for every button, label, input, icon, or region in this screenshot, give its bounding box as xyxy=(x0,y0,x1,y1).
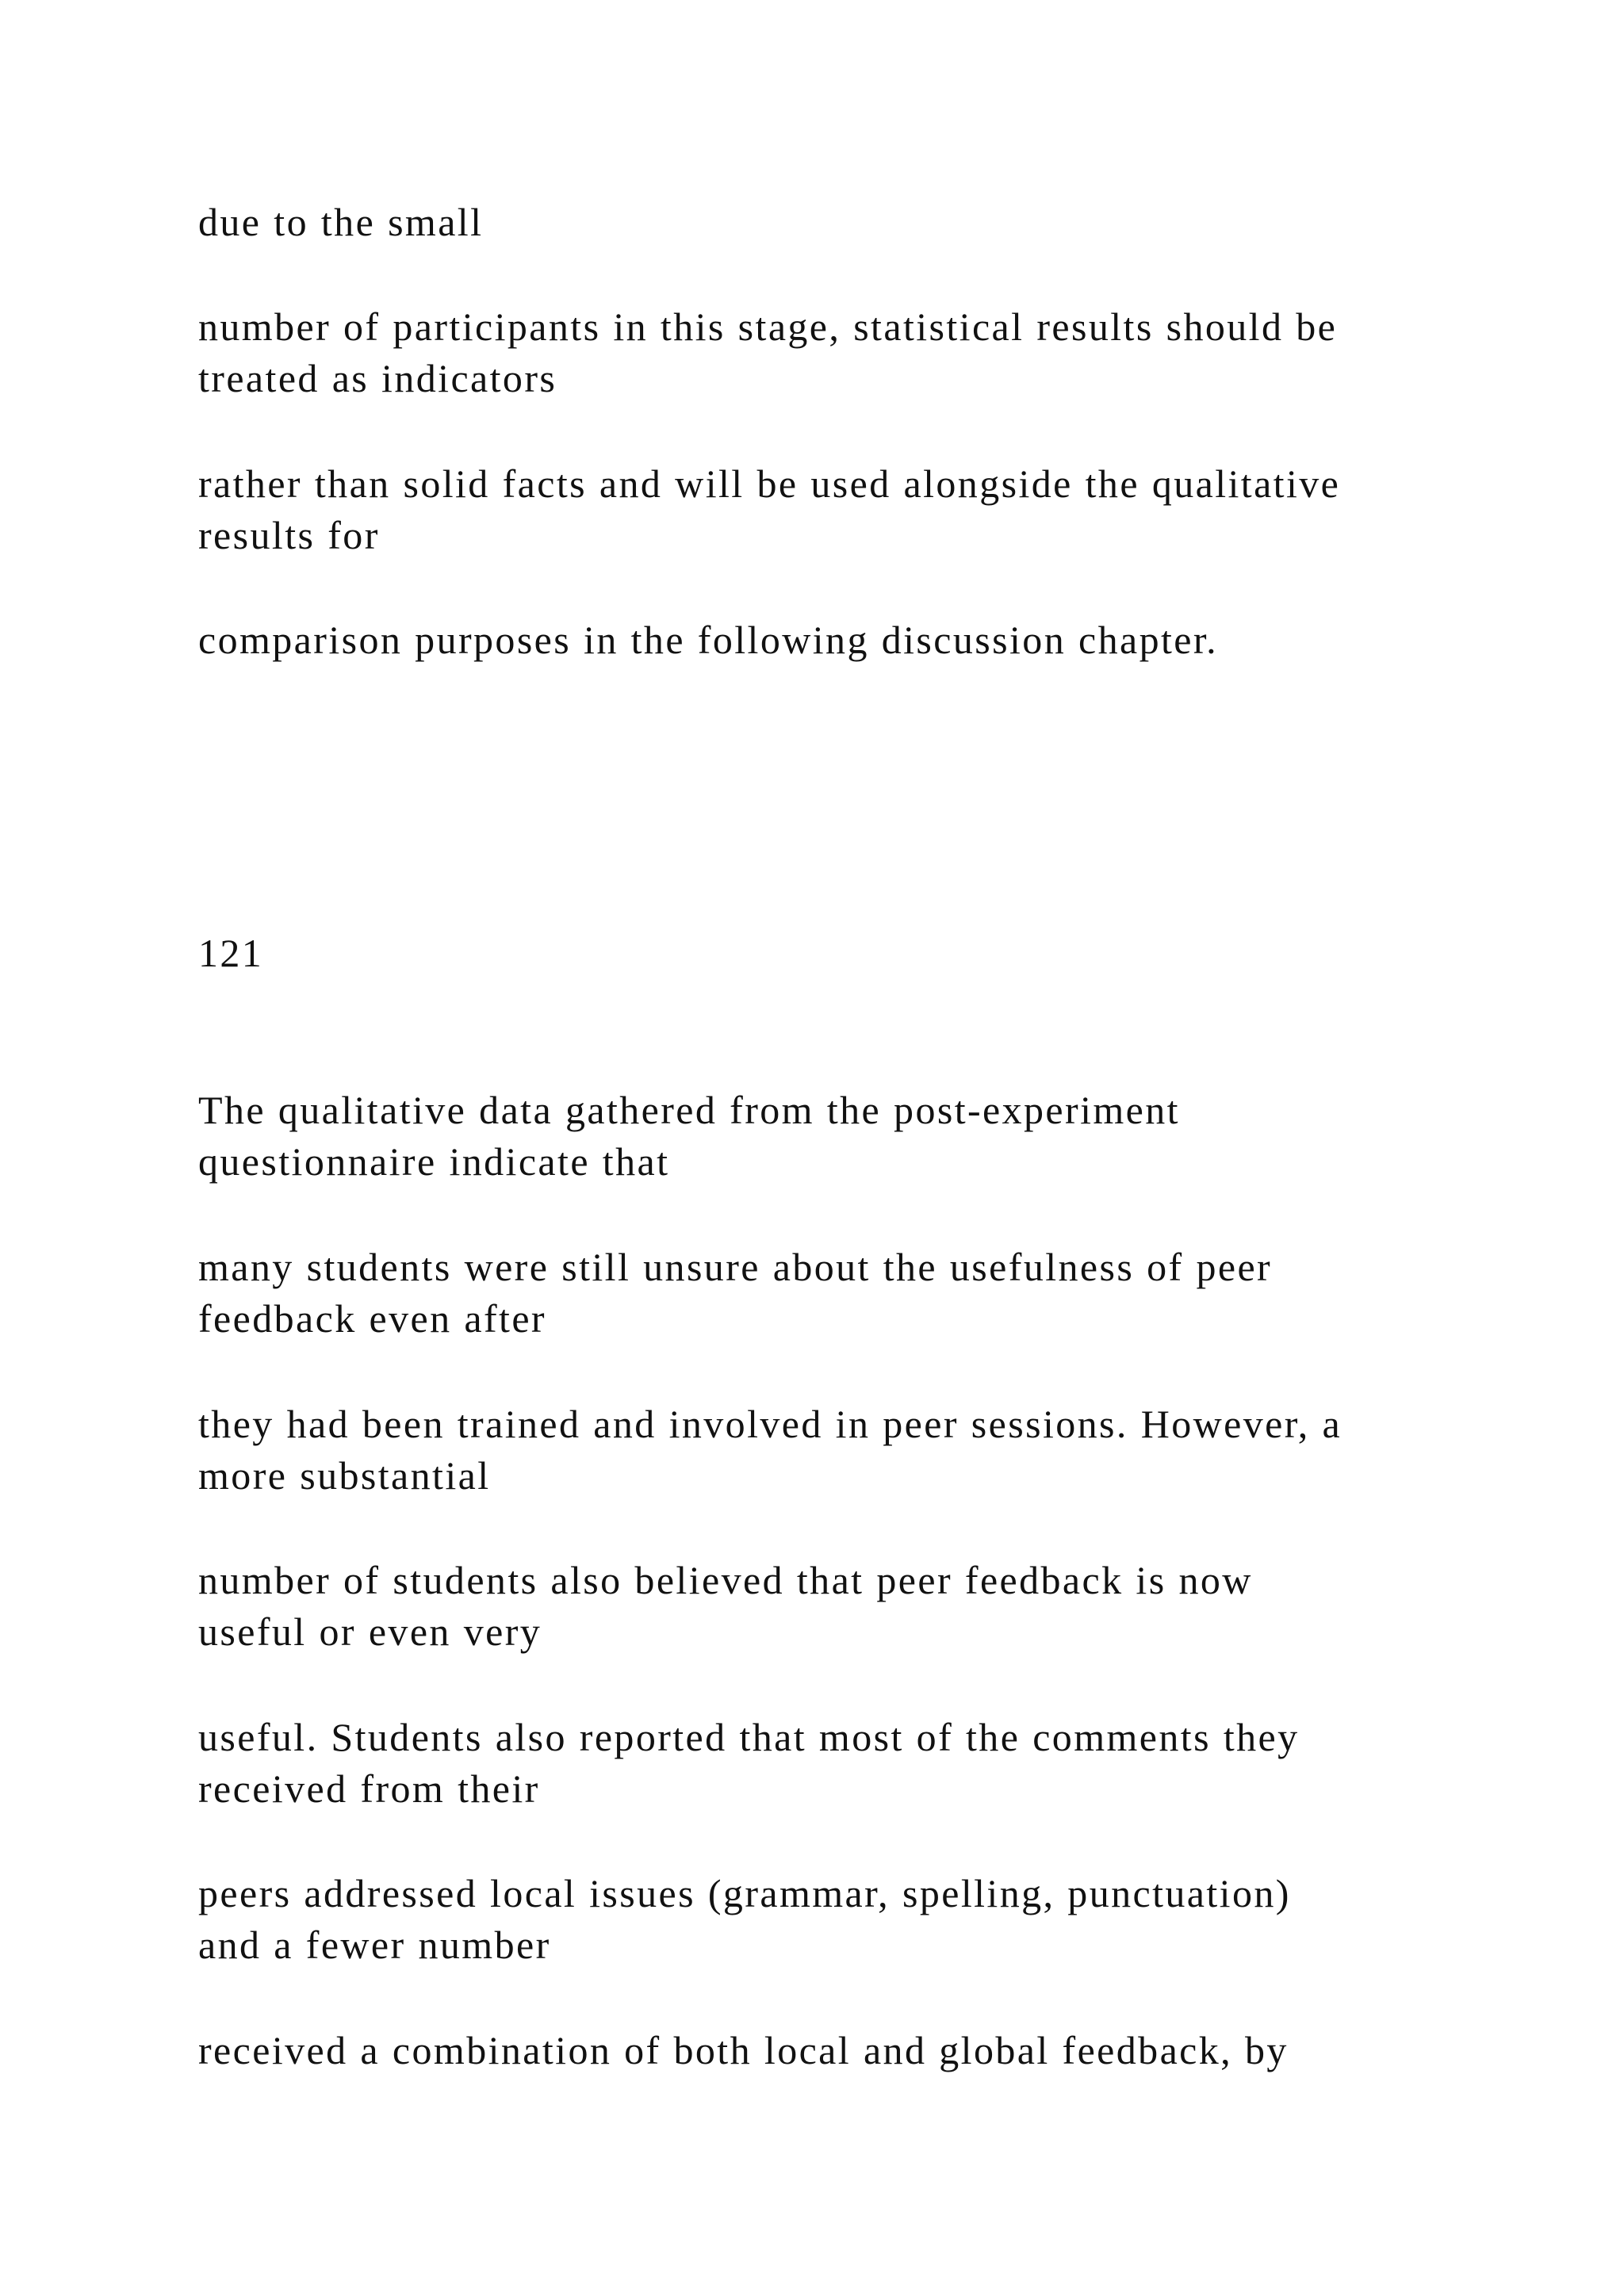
paragraph-line: feedback even after xyxy=(198,1296,546,1341)
paragraph-line: results for xyxy=(198,513,380,557)
paragraph-line: received from their xyxy=(198,1766,540,1811)
page-number: 121 xyxy=(198,931,264,975)
paragraph-line: questionnaire indicate that xyxy=(198,1139,670,1184)
paragraph-line: The qualitative data gathered from the post-experiment xyxy=(198,1088,1180,1132)
paragraph-line: peers addressed local issues (grammar, spelling, punctuation) xyxy=(198,1871,1291,1915)
paragraph-line: treated as indicators xyxy=(198,356,557,400)
paragraph-line: more substantial xyxy=(198,1453,491,1498)
paragraph-line: and a fewer number xyxy=(198,1923,551,1967)
paragraph-line: number of students also believed that peer feedback is now xyxy=(198,1558,1253,1602)
paragraph-line: rather than solid facts and will be used alongside the qualitative xyxy=(198,461,1341,506)
paragraph-line: useful. Students also reported that most of the comments they xyxy=(198,1715,1300,1759)
paragraph-line: many students were still unsure about the usefulness of peer xyxy=(198,1245,1273,1289)
paragraph-line: useful or even very xyxy=(198,1609,542,1654)
paragraph-line: number of participants in this stage, statistical results should be xyxy=(198,304,1338,349)
paragraph-line: due to the small xyxy=(198,200,484,244)
paragraph-line: they had been trained and involved in peer sessions. However, a xyxy=(198,1402,1342,1446)
paragraph-line: received a combination of both local and global feedback, by xyxy=(198,2028,1289,2072)
paragraph-line: comparison purposes in the following discussion chapter. xyxy=(198,618,1219,662)
